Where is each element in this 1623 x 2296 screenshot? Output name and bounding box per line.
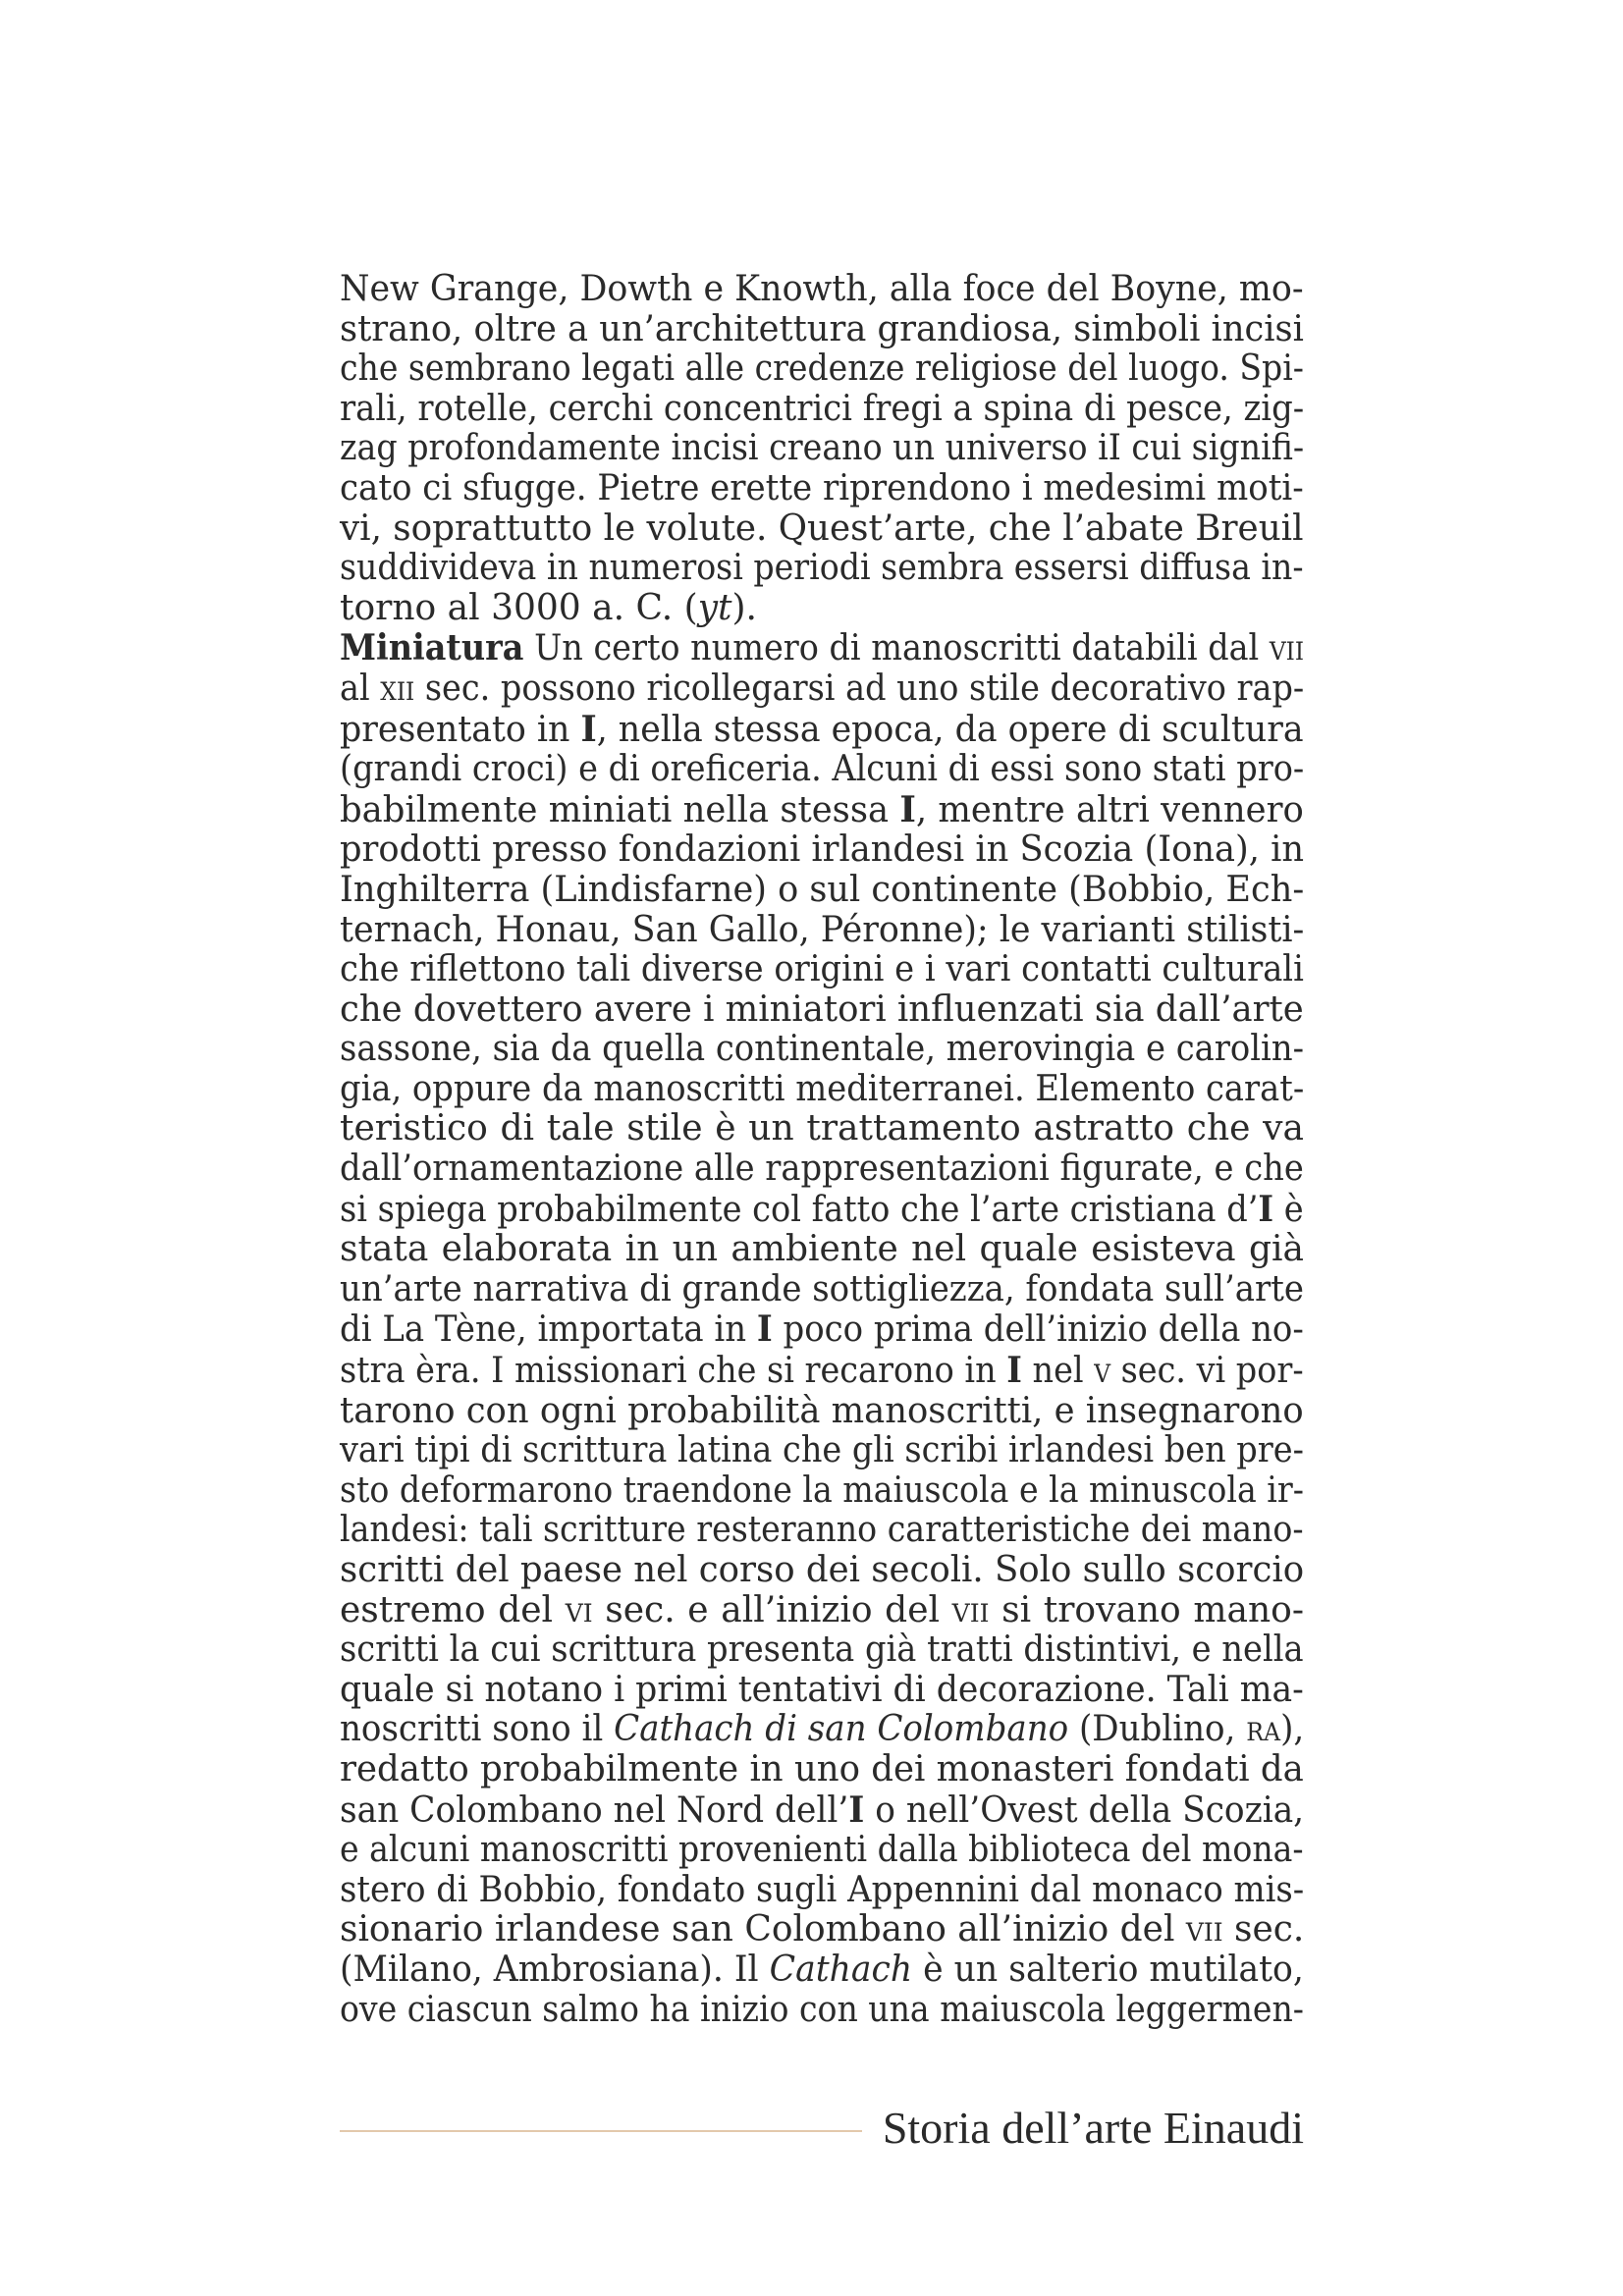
text-run: vii [951,1589,990,1630]
text-line [340,1869,1305,1911]
text-line [340,1430,1304,1471]
text-line [340,1148,1304,1190]
text-run: vii [1185,1909,1223,1950]
text-line [340,667,1305,710]
text-line [340,428,1305,469]
text-run: che dovettero avere i miniatori influenzati sia dall’arte [340,988,1304,1030]
text-line [340,1709,1305,1750]
text-line [340,1068,1305,1110]
text-run: ra [1246,1709,1281,1750]
text-run: sassone, sia da quella continentale, merovingia e carolin- [340,1029,1305,1070]
text-run: yt [697,587,732,628]
text-line [340,308,1304,350]
text-run: si trovano mano- [989,1589,1304,1630]
text-run: scritti la cui scrittura presenta già tratti distintivi, e nella [340,1629,1304,1671]
text-run: prodotti presso fondazioni irlandesi in Scozia (Iona), in [340,829,1305,871]
text-line [340,1789,1305,1832]
text-line [340,1109,1304,1149]
text-run: un’arte narrativa di grande sottigliezza, fondata sull’arte [340,1268,1305,1309]
text-run: stero di Bobbio, fondato sugli Appennini dal monaco mis- [340,1869,1305,1910]
text-run: è [1273,1189,1304,1230]
text-run: al [340,667,381,709]
text-run: suddivideva in numerosi periodi sembra essersi diffusa in- [340,548,1304,589]
text-run: I [1258,1188,1274,1230]
text-run: san Colombano nel Nord dell’ [340,1789,849,1831]
text-run: , nella stessa epoca, da opere di scultura [596,709,1304,750]
text-run: ove ciascun salmo ha inizio con una maiuscola leggermen- [340,1989,1304,2030]
text-run: rali, rotelle, cerchi concentrici fregi a spina di pesce, zig- [340,388,1305,429]
text-line [340,1629,1304,1671]
text-line [340,708,1304,751]
text-run: sto deformarono traendone la maiuscola e la minuscola ir- [340,1469,1304,1511]
text-run: babilmente miniati nella stessa [340,789,900,830]
text-line [340,269,1304,310]
text-run: torno al [340,587,492,628]
text-line [340,627,1305,669]
text-line [340,589,1304,629]
text-line [340,348,1304,390]
text-run: Cathach [769,1949,913,1990]
text-run: presentato in [340,709,581,750]
text-run: a. C. ( [580,587,698,628]
text-run: nel [1021,1351,1095,1392]
text-line [340,1550,1305,1591]
text-run: redatto probabilmente in uno dei monasteri fondati da [340,1748,1304,1789]
text-run: che sembrano legati alle credenze religiose del luogo. Spi- [340,348,1304,390]
text-run: teristico di tale stile è un trattamento astratto che va [340,1108,1304,1149]
text-run: zag profondamente incisi creano un universo iI cui signifi- [340,428,1305,469]
text-run: ), [1280,1709,1305,1750]
text-run: 3000 [491,587,581,628]
text-line [340,1350,1304,1392]
text-line [340,1669,1304,1711]
text-run: sec. [1222,1909,1305,1950]
text-run: e alcuni manoscritti provenienti dalla biblioteca del mona- [340,1830,1304,1871]
text-run: xii [380,667,415,709]
text-run: I [848,1789,865,1831]
text-line [340,507,1304,550]
footer-title: Storia dell’arte Einaudi [882,2103,1304,2153]
text-line [340,988,1304,1031]
text-run: tarono con ogni probabilità manoscritti, e insegnarono [340,1390,1304,1431]
text-line [340,829,1305,871]
text-run: scritti del paese nel corso dei secoli. Solo sullo scorcio [340,1550,1305,1590]
text-line [340,1469,1304,1512]
text-run: ). [731,587,758,628]
text-run: stata elaborata in un ambiente nel quale esisteva già [340,1229,1304,1270]
text-line [340,1989,1304,2031]
text-run: si spiega probabilmente col fatto che l’arte cristiana d’ [340,1189,1259,1230]
text-run: gia, oppure da manoscritti mediterranei. Elemento carat- [340,1068,1305,1109]
text-run: vi [565,1589,593,1630]
text-run: è un salterio mutilato, [912,1949,1304,1990]
text-line [340,1510,1304,1551]
text-run: Miniatura [340,627,524,669]
text-run: cato ci sfugge. Pietre erette riprendono i medesimi moti- [340,467,1304,508]
text-run: sec. vi por- [1109,1351,1304,1392]
text-line [340,548,1304,589]
text-line [340,1830,1304,1871]
text-line [340,909,1305,951]
text-run: New Grange, Dowth e Knowth, alla foce del Boyne, mo- [340,269,1304,309]
text-run: estremo del [340,1589,566,1630]
text-run: stra èra. I missionari che si recarono in [340,1351,1007,1392]
text-line [340,949,1304,990]
text-line [340,1748,1304,1790]
text-run: v [1094,1351,1110,1392]
text-line [340,388,1305,430]
text-line [340,869,1305,911]
text-run: sec. possono ricollegarsi ad uno stile decorativo rap- [414,667,1305,709]
text-run: landesi: tali scritture resteranno caratteristiche dei mano- [340,1510,1304,1551]
text-run: I [756,1308,773,1351]
text-run: I [899,788,916,830]
text-run: o nell’Ovest della Scozia, [864,1789,1305,1831]
text-run: dall’ornamentazione alle rappresentazioni figurate, e che [340,1148,1304,1190]
text-line [340,1268,1305,1310]
text-line [340,1029,1305,1070]
text-run: strano, oltre a un’architettura grandiosa, simboli incisi [340,308,1304,349]
text-run: sionario irlandese san Colombano all’inizio del [340,1909,1186,1950]
text-line [340,1308,1304,1351]
text-run: , mentre altri vennero [915,789,1304,830]
text-run: Un certo numero di manoscritti databili dal [523,628,1270,669]
text-line [340,1230,1304,1270]
text-run: di La Tène, importata in [340,1309,757,1351]
text-run: Inghilterra (Lindisfarne) o sul continente (Bobbio, Ech- [340,869,1305,910]
text-run: vii [1269,628,1305,669]
text-run: (grandi croci) e di oreficeria. Alcuni di essi sono stati pro- [340,749,1305,790]
text-run: quale si notano i primi tentativi di decorazione. Tali ma- [340,1669,1304,1710]
text-line [340,1949,1304,1991]
text-line [340,749,1305,790]
text-line [340,1390,1304,1432]
text-run: che riflettono tali diverse origini e i vari contatti culturali [340,949,1304,990]
text-run: (Milano, Ambrosiana). Il [340,1949,770,1990]
text-run: I [580,708,597,750]
text-run: sec. e all’inizio del [592,1589,952,1630]
text-run: noscritti sono il [340,1709,615,1750]
text-run: (Dublino, [1068,1709,1247,1750]
text-line [340,1909,1305,1950]
text-run: I [1006,1350,1022,1392]
text-line [340,788,1304,831]
text-run: vari tipi di scrittura latina che gli scribi irlandesi ben pre- [340,1430,1304,1471]
text-line [340,467,1304,509]
text-run: poco prima dell’inizio della no- [772,1309,1304,1351]
text-run: vi, soprattutto le volute. Quest’arte, che l’abate Breuil [340,507,1304,549]
text-line [340,1591,1304,1631]
text-run: ternach, Honau, San Gallo, Péronne); le varianti stilisti- [340,909,1305,950]
footer-rule [340,2130,862,2132]
text-run: Cathach di san Colombano [614,1709,1069,1750]
body-text [340,270,1304,2030]
text-line [340,1188,1304,1231]
